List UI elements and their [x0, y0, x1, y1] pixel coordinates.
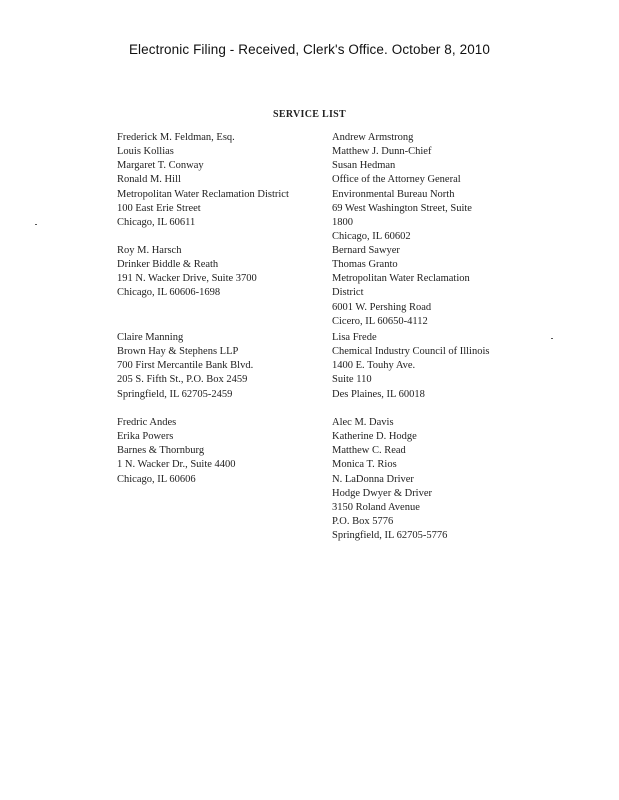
entry-line: 6001 W. Pershing Road — [332, 301, 432, 313]
entry-line: N. LaDonna Driver — [332, 473, 414, 485]
entry-line: 700 First Mercantile Bank Blvd. — [117, 360, 254, 372]
entry-line: 1400 E. Touhy Ave. — [332, 360, 416, 372]
entry-line: Chicago, IL 60606 — [117, 473, 196, 485]
entry-line: 100 East Erie Street — [117, 202, 201, 214]
entry-line: Bernard Sawyer — [332, 245, 400, 256]
entry-line: Frederick M. Feldman, Esq. — [117, 132, 235, 143]
entry-line: Metropolitan Water Reclamation District — [117, 188, 289, 200]
entry-line: Cicero, IL 60650-4112 — [332, 315, 428, 327]
entry-line: Suite 110 — [332, 374, 372, 386]
entry-line: Brown Hay & Stephens LLP — [117, 346, 239, 358]
entry-line: P.O. Box 5776 — [332, 515, 394, 527]
scan-speck — [35, 224, 37, 225]
service-entry — [117, 331, 253, 402]
service-entry — [117, 131, 289, 230]
entry-line: Roy M. Harsch — [117, 245, 182, 256]
entry-line: Springfield, IL 62705-5776 — [332, 530, 448, 542]
entry-line: Metropolitan Water Reclamation — [332, 273, 470, 285]
entry-line: Chicago, IL 60611 — [117, 216, 196, 228]
entry-line: 1 N. Wacker Dr., Suite 4400 — [117, 459, 236, 471]
page-title: SERVICE LIST — [273, 109, 346, 120]
entry-line: 205 S. Fifth St., P.O. Box 2459 — [117, 374, 248, 386]
entry-line: Katherine D. Hodge — [332, 431, 417, 443]
entry-line: Springfield, IL 62705-2459 — [117, 388, 233, 400]
service-entry — [332, 331, 489, 402]
entry-line: Margaret T. Conway — [117, 160, 204, 172]
entry-line: Andrew Armstrong — [332, 132, 414, 143]
entry-line: Des Plaines, IL 60018 — [332, 388, 425, 400]
entry-line: 191 N. Wacker Drive, Suite 3700 — [117, 273, 257, 285]
entry-line: Claire Manning — [117, 332, 184, 343]
entry-line: Chicago, IL 60602 — [332, 230, 411, 242]
service-entry — [332, 244, 470, 329]
entry-line: Louis Kollias — [117, 146, 174, 158]
entry-line: Hodge Dwyer & Driver — [332, 487, 433, 499]
entry-line: 3150 Roland Avenue — [332, 501, 420, 513]
entry-line: Lisa Frede — [332, 332, 377, 343]
entry-line: Thomas Granto — [332, 259, 398, 271]
entry-line: Chemical Industry Council of Illinois — [332, 346, 490, 358]
entry-line: Chicago, IL 60606-1698 — [117, 287, 221, 299]
entry-line: Barnes & Thornburg — [117, 445, 205, 457]
entry-line: 1800 — [332, 216, 353, 228]
entry-line: Office of the Attorney General — [332, 174, 461, 186]
entry-line: Alec M. Davis — [332, 417, 394, 428]
service-entry — [117, 244, 257, 301]
entry-line: Matthew C. Read — [332, 445, 406, 457]
scan-speck — [551, 338, 553, 339]
entry-line: 69 West Washington Street, Suite — [332, 202, 472, 214]
entry-line: Susan Hedman — [332, 160, 396, 172]
entry-line: District — [332, 287, 364, 299]
service-entry — [332, 131, 472, 244]
entry-line: Drinker Biddle & Reath — [117, 259, 219, 271]
entry-line: Erika Powers — [117, 431, 174, 443]
entry-line: Fredric Andes — [117, 417, 177, 428]
entry-line: Environmental Bureau North — [332, 188, 455, 200]
service-entry — [332, 416, 447, 543]
filing-stamp: Electronic Filing - Received, Clerk's Office. October 8, 2010 — [128, 42, 491, 57]
service-entry — [117, 416, 236, 487]
entry-line: Ronald M. Hill — [117, 174, 181, 186]
entry-line: Matthew J. Dunn-Chief — [332, 146, 432, 158]
entry-line: Monica T. Rios — [332, 459, 397, 471]
